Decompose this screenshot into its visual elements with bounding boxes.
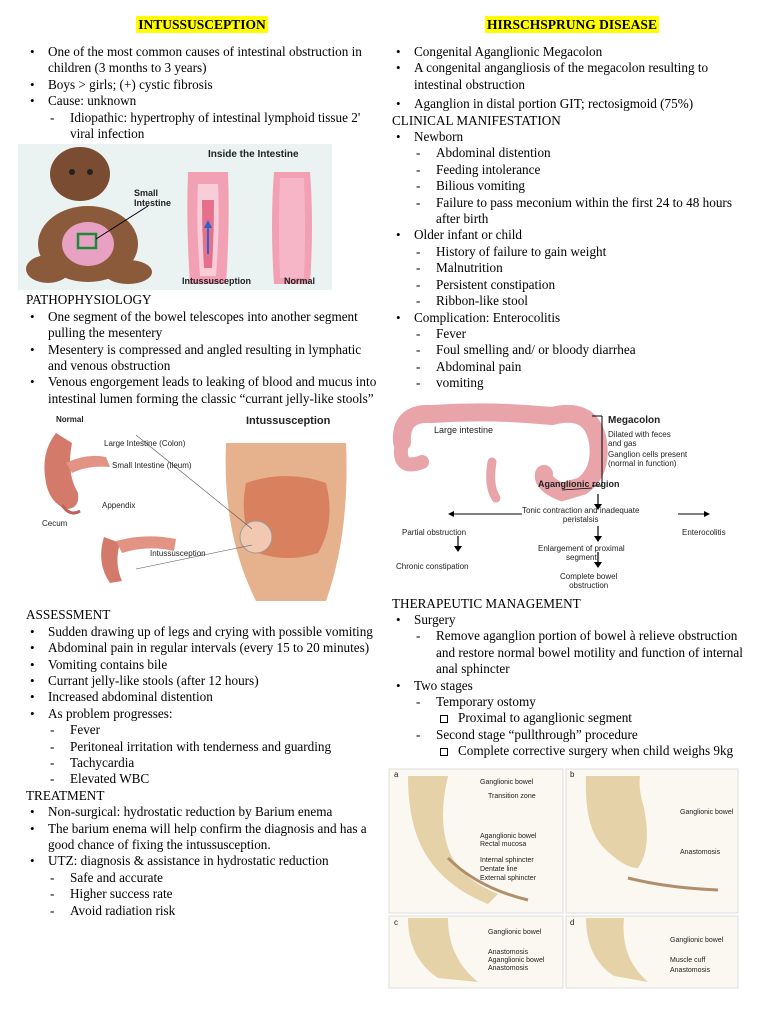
a-external-sphincter: External sphincter — [480, 874, 537, 882]
aganglionic-region-label: Aganglionic region — [538, 478, 620, 489]
normal-label: Normal — [284, 276, 316, 287]
large-intestine-label: Large Intestine (Colon) — [104, 439, 186, 449]
intussusception-label: Intussusception — [182, 276, 252, 287]
list-item — [414, 694, 752, 727]
list-item: - History of failure to gain weight — [414, 244, 752, 260]
treatment-list — [26, 804, 378, 919]
intussusception-column — [26, 16, 378, 919]
list-item: - Bilious vomiting — [414, 178, 752, 194]
list-item — [26, 93, 378, 142]
treatment-heading: TREATMENT — [26, 787, 105, 803]
partial-obstruction-label: Partial obstruction — [402, 527, 467, 537]
progression-label: As problem progresses: — [48, 705, 173, 721]
list-item: • Increased abdominal distention — [26, 689, 378, 705]
panel-d-label: d — [570, 917, 575, 927]
list-item — [392, 310, 752, 392]
list-item — [392, 227, 752, 309]
c-anastomosis: Anastomosis — [488, 948, 529, 956]
a-aganglionic-bowel: Aganglionic bowel — [480, 832, 537, 840]
enlargement-label: Enlargement of proximal segment — [538, 543, 625, 562]
b-anastomosis: Anastomosis — [680, 848, 721, 856]
list-item: • Sudden drawing up of legs and crying with possible vomiting — [26, 624, 378, 640]
small-intestine-label: Small Intestine (Ileum) — [112, 461, 192, 471]
list-item: - Idiopathic: hypertrophy of intestinal lymphoid tissue 2' viral infection — [48, 110, 378, 143]
a-internal-sphincter: Internal sphincter — [480, 856, 534, 864]
list-item: • One segment of the bowel telescopes into another segment pulling the mesentery — [26, 309, 378, 342]
appendix-label: Appendix — [102, 501, 136, 511]
d-muscle-cuff: Muscle cuff — [670, 956, 706, 964]
list-item — [26, 853, 378, 919]
panel-c-label: c — [394, 917, 398, 927]
list-item: - Malnutrition — [414, 260, 752, 276]
surgery-label: Surgery — [414, 611, 456, 627]
list-item: • Boys > girls; (+) cystic fibrosis — [26, 77, 378, 93]
list-item: Proximal to aganglionic segment — [436, 710, 752, 726]
cause-label: Cause: unknown — [48, 93, 137, 109]
list-item: - Persistent constipation — [414, 277, 752, 293]
list-item: - Fever — [48, 722, 378, 738]
list-item: • One of the most common causes of intestinal obstruction in children (3 months to 3 years) — [26, 44, 378, 77]
list-item: - Foul smelling and/ or bloody diarrhea — [414, 342, 752, 358]
normal-label: Normal — [56, 415, 84, 425]
list-item: - Ribbon-like stool — [414, 293, 752, 309]
list-item: • Aganglion in distal portion GIT; rectosigmoid (75%) — [392, 96, 752, 112]
older-child-label: Older infant or child — [414, 227, 523, 243]
intussusception-title: INTUSSUSCEPTION — [138, 17, 266, 32]
c-anastomosis-2: Anastomosis — [488, 964, 529, 972]
temporary-ostomy-label: Temporary ostomy — [436, 693, 536, 709]
list-item: • Mesentery is compressed and angled resulting in lymphatic and venous obstruction — [26, 342, 378, 375]
baby-intestine-figure — [18, 144, 332, 290]
c-aganglionic-bowel: Aganglionic bowel — [488, 956, 545, 964]
assessment-list — [26, 624, 378, 788]
a-dentate-line: Dentate line — [480, 865, 518, 873]
chronic-constipation-label: Chronic constipation — [396, 561, 469, 571]
list-item: - Abdominal pain — [414, 359, 752, 375]
hirschsprung-intro-list — [392, 44, 752, 113]
utz-label: UTZ: diagnosis & assistance in hydrostatic reduction — [48, 853, 329, 869]
list-item: - Failure to pass meconium within the first 24 to 48 hours after birth — [414, 195, 752, 228]
inside-intestine-label: Inside the Intestine — [208, 149, 299, 161]
anatomy-illustration — [26, 413, 350, 603]
second-stage-label: Second stage “pullthrough” procedure — [436, 726, 638, 742]
pathophysiology-list — [26, 309, 378, 407]
hirschsprung-title: HIRSCHSPRUNG DISEASE — [487, 17, 657, 32]
panel-a-label: a — [394, 769, 399, 779]
small-intestine-label: Small Intestine — [134, 188, 172, 209]
enterocolitis-label: Enterocolitis — [682, 527, 726, 537]
list-item: - Elevated WBC — [48, 771, 378, 787]
panel-b-label: b — [570, 769, 575, 779]
megacolon-label: Megacolon — [608, 414, 661, 426]
dilated-label: Dilated with feces and gas — [608, 429, 671, 448]
intussusception-small-label: Intussusception — [150, 549, 206, 559]
baby-illustration — [18, 144, 332, 290]
list-item: Complete corrective surgery when child weighs 9kg — [436, 743, 752, 759]
pullthrough-figure — [388, 768, 740, 990]
megacolon-diagram — [392, 402, 752, 592]
clinical-manifestation-heading: CLINICAL MANIFESTATION — [392, 112, 561, 128]
list-item: - Tachycardia — [48, 755, 378, 771]
list-item — [392, 129, 752, 227]
b-ganglionic-bowel: Ganglionic bowel — [680, 808, 734, 816]
list-item: - Remove aganglion portion of bowel à relieve obstruction and restore normal bowel motility and function of internal anal sphincter — [414, 628, 752, 677]
intussusception-heading: Intussusception — [246, 415, 331, 428]
list-item: - Safe and accurate — [48, 870, 378, 886]
cecum-label: Cecum — [42, 519, 68, 529]
d-ganglionic-bowel: Ganglionic bowel — [670, 936, 724, 944]
list-item: - Higher success rate — [48, 886, 378, 902]
list-item — [392, 612, 752, 678]
c-ganglionic-bowel: Ganglionic bowel — [488, 928, 542, 936]
complication-label: Complication: Enterocolitis — [414, 309, 561, 325]
large-intestine-label: Large intestine — [434, 424, 494, 435]
list-item — [26, 706, 378, 788]
complete-obstruction-label: Complete bowel obstruction — [560, 571, 618, 590]
list-item: - Fever — [414, 326, 752, 342]
list-item: • The barium enema will help confirm the diagnosis and has a good chance of fixing the intussusception. — [26, 821, 378, 854]
list-item: • A congenital angangliosis of the megacolon resulting to intestinal obstruction — [392, 60, 752, 93]
a-transition-zone: Transition zone — [488, 792, 536, 800]
list-item: • Venous engorgement leads to leaking of blood and mucus into intestinal lumen forming the classic “currant jelly-like stools” — [26, 374, 378, 407]
list-item: - Abdominal distention — [414, 145, 752, 161]
clinical-list — [392, 129, 752, 392]
list-item — [414, 727, 752, 760]
intussusception-anatomy-figure — [26, 413, 350, 603]
list-item: • Currant jelly-like stools (after 12 hours) — [26, 673, 378, 689]
list-item: - Feeding intolerance — [414, 162, 752, 178]
ganglion-cells-label: Ganglion cells present (normal in function) — [608, 449, 688, 468]
therapeutic-list — [392, 612, 752, 760]
intussusception-intro-list — [26, 44, 378, 142]
list-item: - vomiting — [414, 375, 752, 391]
list-item — [392, 678, 752, 760]
d-anastomosis: Anastomosis — [670, 966, 711, 974]
list-item: - Peritoneal irritation with tenderness and guarding — [48, 739, 378, 755]
pathophysiology-heading: PATHOPHYSIOLOGY — [26, 292, 152, 308]
therapeutic-management-heading: THERAPEUTIC MANAGEMENT — [392, 595, 581, 611]
list-item: • Vomiting contains bile — [26, 657, 378, 673]
a-rectal-mucosa: Rectal mucosa — [480, 840, 527, 848]
list-item: • Non-surgical: hydrostatic reduction by Barium enema — [26, 804, 378, 820]
hirschsprung-column — [392, 16, 752, 992]
newborn-label: Newborn — [414, 129, 464, 145]
list-item: - Avoid radiation risk — [48, 903, 378, 919]
list-item: • Abdominal pain in regular intervals (every 15 to 20 minutes) — [26, 640, 378, 656]
tonic-contraction-label: Tonic contraction and inadequate peristalsis — [522, 505, 640, 524]
two-stages-label: Two stages — [414, 677, 473, 693]
list-item: • Congenital Aganglionic Megacolon — [392, 44, 752, 60]
assessment-heading: ASSESSMENT — [26, 607, 111, 623]
a-ganglionic-bowel: Ganglionic bowel — [480, 778, 534, 786]
